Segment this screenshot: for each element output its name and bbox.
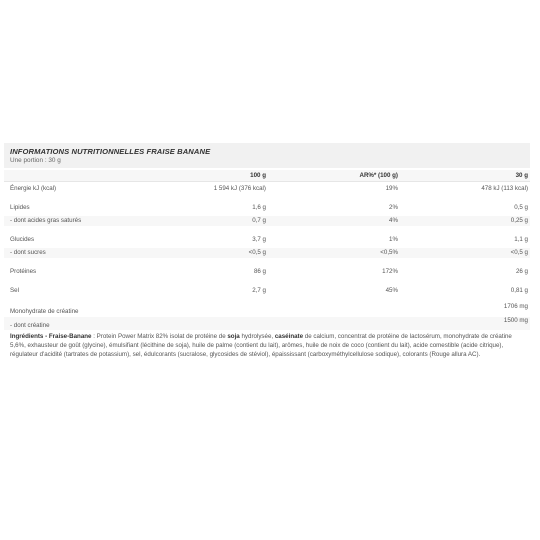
- ingredients-part: : Protein Power Matrix 82% isolat de protéine de: [91, 332, 228, 340]
- row-label: Monohydrate de créatine: [10, 307, 79, 315]
- table-row: [4, 235, 530, 245]
- value-ar: 1%: [389, 235, 398, 243]
- value-30g: 0,5 g: [514, 203, 528, 211]
- value-ar: 45%: [385, 286, 398, 294]
- value-100g: 1 594 kJ (376 kcal): [213, 184, 266, 192]
- column-header-30g: 30 g: [515, 172, 528, 179]
- column-headers: [4, 170, 530, 181]
- value-30g: 0,25 g: [510, 216, 528, 224]
- nutrition-panel: [4, 143, 530, 359]
- value-30g: 1500 mg: [503, 316, 528, 324]
- row-label: Énergie kJ (kcal): [10, 184, 57, 192]
- allergen-soja: soja: [227, 332, 240, 340]
- row-label: - dont sucres: [10, 248, 46, 256]
- table-row: [4, 248, 530, 258]
- value-ar: 2%: [389, 203, 398, 211]
- row-label: - dont créatine: [10, 321, 50, 329]
- table-row: [4, 184, 530, 194]
- value-100g: 1,6 g: [252, 203, 266, 211]
- value-30g: 26 g: [515, 267, 528, 275]
- table-row: [4, 216, 530, 226]
- ingredients-text: [4, 332, 530, 359]
- value-30g: 0,81 g: [510, 286, 528, 294]
- ingredients-part: hydrolysée,: [239, 332, 275, 340]
- table-title: INFORMATIONS NUTRITIONNELLES FRAISE BANANE: [10, 147, 211, 156]
- table-row: [4, 302, 530, 315]
- row-label: Lipides: [10, 203, 30, 211]
- value-100g: 3,7 g: [252, 235, 266, 243]
- value-ar: 172%: [382, 267, 398, 275]
- value-100g: <0,5 g: [248, 248, 266, 256]
- ingredients-lead: Ingrédients - Fraise-Banane: [10, 332, 92, 340]
- row-label: Glucides: [10, 235, 35, 243]
- value-100g: 2,7 g: [252, 286, 266, 294]
- table-row: [4, 286, 530, 296]
- table-header: [4, 143, 530, 168]
- allergen-caseinate: caséinate: [274, 332, 304, 340]
- table-row: [4, 203, 530, 213]
- table-row: [4, 317, 530, 330]
- value-100g: 0,7 g: [252, 216, 266, 224]
- value-30g: 478 kJ (113 kcal): [481, 184, 528, 192]
- row-label: Sel: [10, 286, 19, 294]
- value-100g: 86 g: [253, 267, 266, 275]
- portion-size: Une portion : 30 g: [10, 157, 61, 164]
- value-30g: 1,1 g: [514, 235, 528, 243]
- ingredients-part: de calcium, concentrat de protéine de lactosérum, monohydrate de créatine 5,6%, exhausteur de goût (glycine), émulsifiant (lécithine de soja), huile de palme (contient du lait), arômes, huile de noix de coco (contient du lait), acide comestible (acide citrique), régulateur d'acidité (tartrates de potassium), sel, édulcorants (sucralose, glycosides de stéviol), épaississant (carboxyméthylcellulose sodique), colorants (Rouge allura AC).: [10, 332, 512, 358]
- value-30g: <0,5 g: [510, 248, 528, 256]
- column-header-100g: 100 g: [250, 172, 266, 179]
- divider: [4, 181, 530, 182]
- table-row: [4, 267, 530, 277]
- value-ar: <0,5%: [380, 248, 398, 256]
- value-30g: 1706 mg: [503, 302, 528, 310]
- value-ar: 19%: [385, 184, 398, 192]
- row-label: - dont acides gras saturés: [10, 216, 82, 224]
- row-label: Protéines: [10, 267, 37, 275]
- column-header-ar: AR%* (100 g): [359, 172, 398, 179]
- value-ar: 4%: [389, 216, 398, 224]
